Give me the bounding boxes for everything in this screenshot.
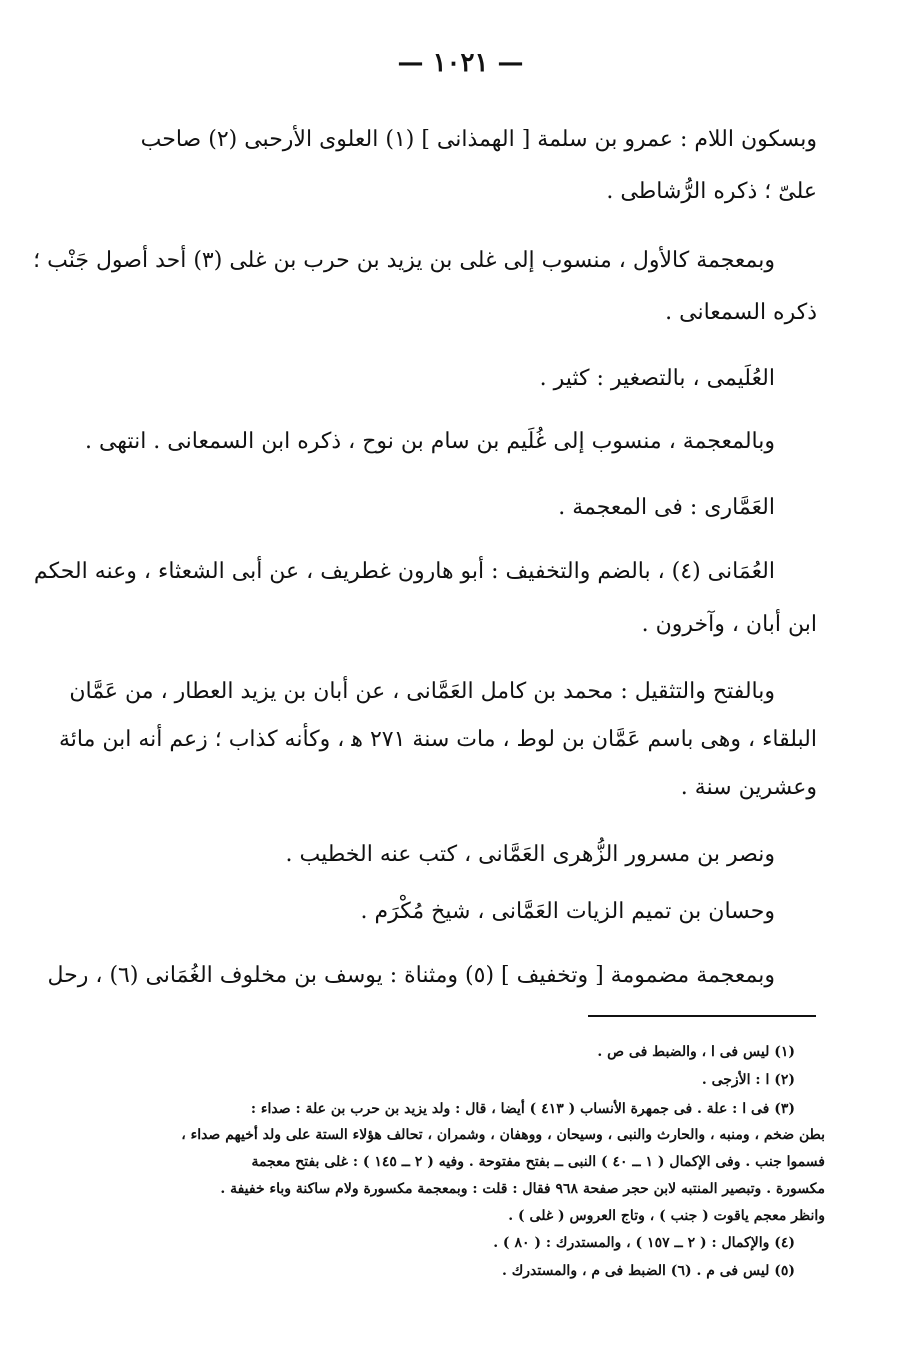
text-line: ذكره السمعانى . xyxy=(665,300,817,325)
page-number: — ١٠٢١ — xyxy=(397,48,524,78)
text-line: علىّ ؛ ذكره الرُّشاطى . xyxy=(606,179,817,204)
text-line: العُمَانى (٤) ، بالضم والتخفيف : أبو هارون غطريف ، عن أبى الشعثاء ، وعنه الحكم xyxy=(33,559,775,584)
footnote-line: (١) ليس فى ا ، والضبط فى ص . xyxy=(597,1044,795,1060)
text-line: وبمعجمة كالأول ، منسوب إلى غلى بن يزيد بن حرب بن غلى (٣) أحد أصول جَنْب ؛ xyxy=(33,248,775,273)
footnote-line: (٥) ليس فى م . (٦) الضبط فى م ، والمستدرك . xyxy=(501,1263,795,1279)
footnote-line: وانظر معجم ياقوت ( جنب ) ، وتاج العروس ( غلى ) . xyxy=(508,1208,825,1224)
text-line: وعشرين سنة . xyxy=(680,775,817,800)
text-line: وبسكون اللام : عمرو بن سلمة [ الهمذانى ] (١) العلوى الأرحبى (٢) صاحب xyxy=(140,127,817,152)
text-line: وبالفتح والتثقيل : محمد بن كامل العَمَّانى ، عن أبان بن يزيد العطار ، من عَمَّان xyxy=(69,679,775,704)
footnote-line: بطن ضخم ، ومنبه ، والحارث والنبى ، وسيحان ، ووهفان ، وشمران ، تحالف هؤلاء الستة على ولد أخيهم صداء ، xyxy=(181,1127,825,1143)
footnote-separator xyxy=(588,1015,816,1017)
footnote-line: مكسورة . وتبصير المنتبه لابن حجر صفحة ٩٦٨ فقال : قلت : وبمعجمة مكسورة ولام ساكنة وباء خفيفة . xyxy=(220,1181,825,1197)
text-line: العُلَيمى ، بالتصغير : كثير . xyxy=(539,366,775,391)
footnote-line: فسموا جنب . وفى الإكمال ( ١ ــ ٤٠ ) النبى ــ بفتح مفتوحة . وفيه ( ٢ ــ ١٤٥ ) : غلى بفتح معجمة xyxy=(251,1154,825,1170)
text-line: وبمعجمة مضمومة [ وتخفيف ] (٥) ومثناة : يوسف بن مخلوف الغُمَانى (٦) ، رحل xyxy=(47,963,775,988)
text-line: ابن أبان ، وآخرون . xyxy=(641,612,817,637)
text-line: وبالمعجمة ، منسوب إلى غُلَيم بن سام بن نوح ، ذكره ابن السمعانى . انتهى . xyxy=(84,429,775,454)
text-line: العَمَّارى : فى المعجمة . xyxy=(558,495,775,520)
text-line: البلقاء ، وهى باسم عَمَّان بن لوط ، مات سنة ٢٧١ ﻫ ، وكأنه كذاب ؛ زعم أنه ابن مائة xyxy=(58,727,817,752)
text-line: ونصر بن مسرور الزُّهرى العَمَّانى ، كتب عنه الخطيب . xyxy=(285,842,775,867)
footnote-line: (٢) ا : الأزجى . xyxy=(701,1072,795,1088)
text-line: وحسان بن تميم الزيات العَمَّانى ، شيخ مُكْرَم . xyxy=(360,899,775,924)
footnote-line: (٤) والإكمال : ( ٢ ــ ١٥٧ ) ، والمستدرك : ( ٨٠ ) . xyxy=(493,1235,795,1251)
footnote-line: (٣) فى ا : علة . فى جمهرة الأنساب ( ٤١٣ ) أيضا ، قال : ولد يزيد بن حرب بن علة : صداء : xyxy=(250,1101,795,1117)
